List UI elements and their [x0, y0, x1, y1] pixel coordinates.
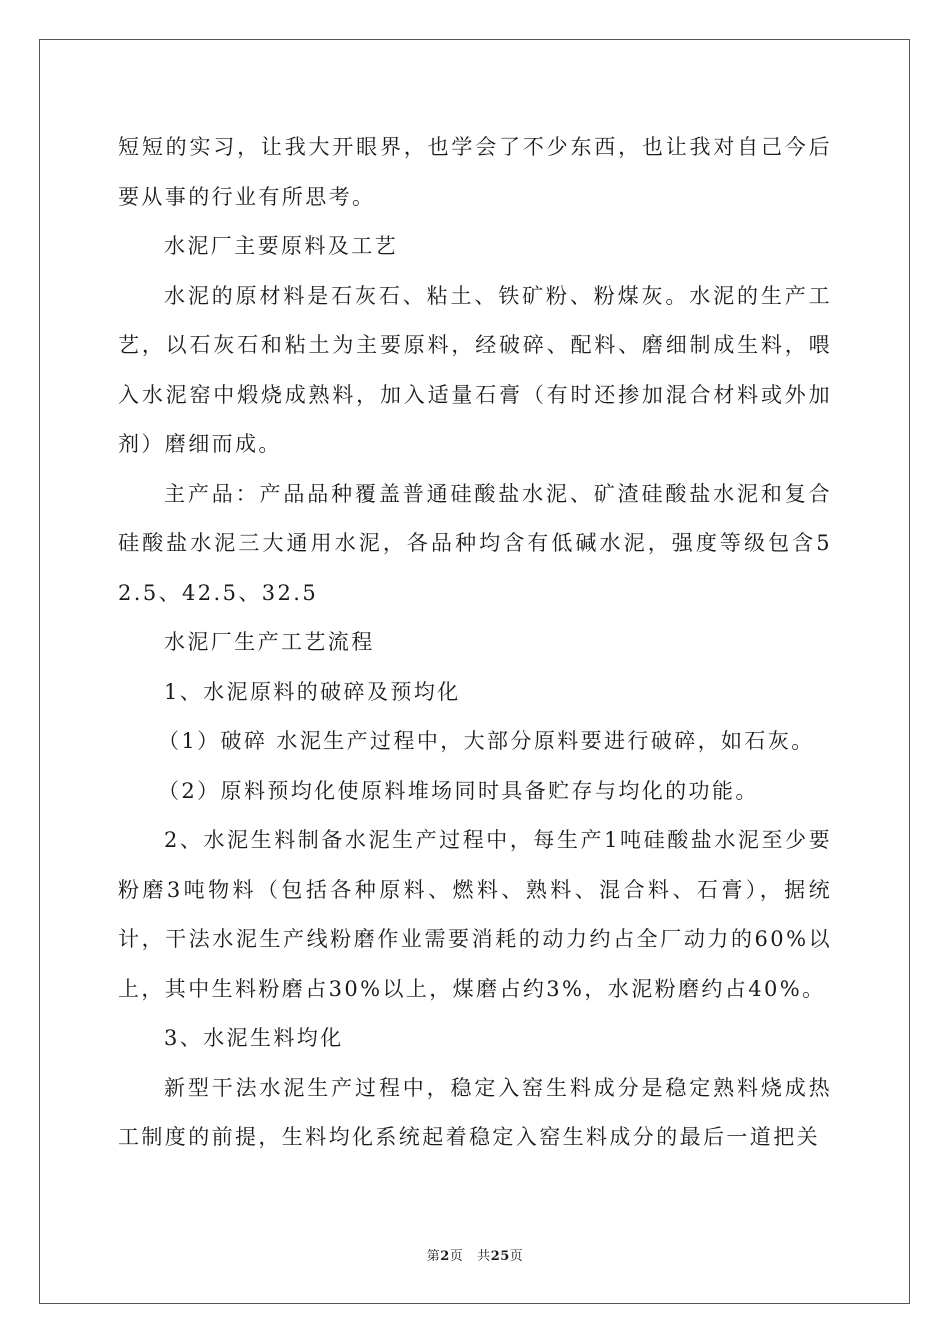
- paragraph-intro: 短短的实习，让我大开眼界，也学会了不少东西，也让我对自己今后要从事的行业有所思考。: [118, 135, 832, 209]
- heading-main-materials: 水泥厂主要原料及工艺: [164, 234, 398, 258]
- paragraph-products: 主产品：产品品种覆盖普通硅酸盐水泥、矿渣硅酸盐水泥和复合硅酸盐水泥三大通用水泥，各品种均含有低碱水泥，强度等级包含52.5、42.5、32.5: [118, 481, 832, 605]
- step-2-raw-meal: 2、水泥生料制备水泥生产过程中，每生产1吨硅酸盐水泥至少要粉磨3吨物料（包括各种原料、燃料、熟料、混合料、石膏），据统计，干法水泥生产线粉磨作业需要消耗的动力约占全厂动力的60%以上，其中生料粉磨占30%以上，煤磨占约3%，水泥粉磨约占40%。: [118, 828, 832, 1001]
- document-body: [118, 123, 832, 1163]
- step-3-body: 新型干法水泥生产过程中，稳定入窑生料成分是稳定熟料烧成热工制度的前提，生料均化系统起着稳定入窑生料成分的最后一道把关: [118, 1075, 832, 1149]
- page-unit: 页: [449, 1249, 464, 1264]
- page-footer: [0, 1248, 950, 1266]
- step-1-heading: 1、水泥原料的破碎及预均化: [164, 679, 461, 704]
- page-total: 25: [490, 1249, 510, 1264]
- total-unit: 页: [509, 1249, 524, 1264]
- heading-process-flow: 水泥厂生产工艺流程: [164, 630, 375, 654]
- paragraph-materials: 水泥的原材料是石灰石、粘土、铁矿粉、粉煤灰。水泥的生产工艺，以石灰石和粘土为主要原料，经破碎、配料、磨细制成生料，喂入水泥窑中煅烧成熟料，加入适量石膏（有时还掺加混合材料或外加剂）磨细而成。: [118, 283, 832, 456]
- page-current: 2: [440, 1249, 450, 1264]
- total-prefix: 共: [477, 1249, 491, 1264]
- step-3-heading: 3、水泥生料均化: [164, 1026, 344, 1050]
- step-1-prehomogenization: （2）原料预均化使原料堆场同时具备贮存与均化的功能。: [158, 778, 759, 803]
- step-1-crushing: （1）破碎 水泥生产过程中，大部分原料要进行破碎，如石灰。: [158, 729, 815, 753]
- page-prefix: 第: [426, 1249, 441, 1264]
